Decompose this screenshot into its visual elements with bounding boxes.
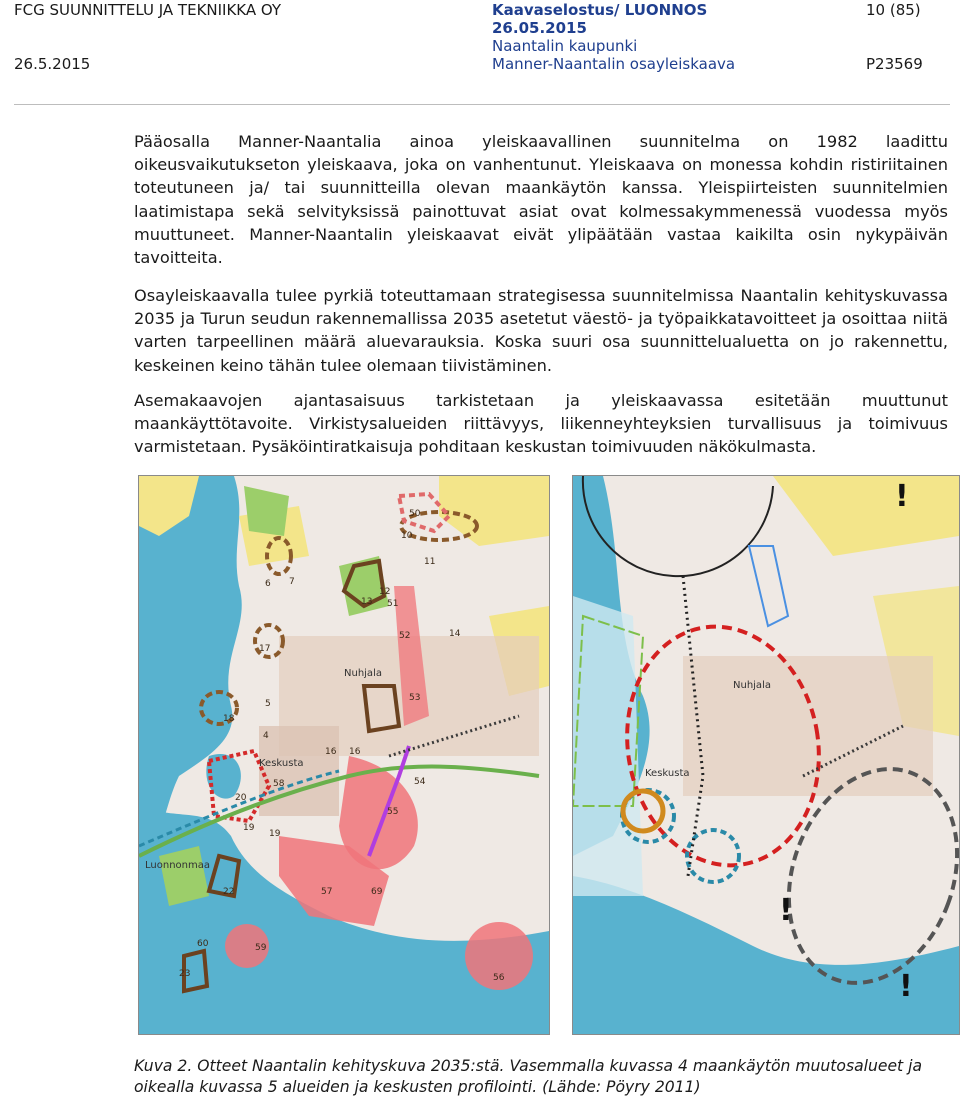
- svg-text:!: !: [779, 893, 793, 928]
- paragraph-1: Pääosalla Manner-Naantalia ainoa yleiskaavallinen suunnitelma on 1982 laadittu oikeusvaikutukseton yleiskaava, joka on vanhentunut. Yleiskaava on monessa kohdin ristiriitainen toteutuneen ja/ tai suunnitteilla olevan maankäytön kanssa. Yleispiirteisten suunnitelmien laatimistapa sekä selvityksissä painottuvat asiat ovat kolmessakymmenessä vuodessa myös muuttuneet. Manner-Naantalin yleiskaavat eivät ylipäätään vastaa kaikilta osin nykypäivän tavoitteita.: [134, 132, 948, 268]
- svg-text:7: 7: [289, 577, 295, 587]
- svg-text:16: 16: [325, 747, 337, 757]
- svg-text:6: 6: [265, 579, 271, 589]
- area-profiling-map-graphic: [573, 476, 959, 1034]
- land-use-change-map-graphic: [139, 476, 549, 1034]
- svg-text:13: 13: [361, 597, 373, 607]
- land-use-change-map: [138, 475, 550, 1035]
- svg-text:59: 59: [255, 943, 267, 953]
- svg-text:55: 55: [387, 807, 399, 817]
- document-title: [492, 1, 707, 19]
- plan-name: Manner-Naantalin osayleiskaava: [492, 55, 736, 73]
- svg-text:52: 52: [399, 631, 411, 641]
- svg-text:53: 53: [409, 693, 421, 703]
- svg-text:20: 20: [235, 793, 247, 803]
- map-left-label-keskusta: Keskusta: [259, 758, 304, 769]
- svg-text:14: 14: [449, 629, 461, 639]
- document-date: [492, 19, 587, 37]
- svg-text:16: 16: [349, 747, 361, 757]
- header-date: 26.5.2015: [14, 55, 91, 73]
- svg-text:17: 17: [259, 644, 271, 654]
- document-title-text: Kaavaselostus/ LUONNOS: [492, 1, 708, 19]
- map-right-label-keskusta: Keskusta: [645, 768, 690, 779]
- svg-text:4: 4: [263, 731, 269, 741]
- area-profiling-map: [572, 475, 960, 1035]
- map-left-label-nuhjala: Nuhjala: [344, 668, 382, 679]
- svg-text:19: 19: [243, 823, 255, 833]
- svg-text:!: !: [899, 969, 913, 1004]
- svg-text:54: 54: [414, 777, 426, 787]
- svg-text:12: 12: [379, 587, 391, 597]
- svg-text:50: 50: [409, 509, 421, 519]
- paragraph-2: Osayleiskaavalla tulee pyrkiä toteuttamaan strategisessa suunnitelmissa Naantalin kehityskuvassa 2035 ja Turun seudun rakennemallissa 2035 asetetut väestö- ja työpaikkatavoitteet ja osoittaa niitä varten tarpeellinen määrä aluevarauksia. Koska suuri osa suunnittelualuetta on jo rakennettu, keskeinen keino tähän tulee olemaan tiivistäminen.: [134, 286, 948, 375]
- page-number: 10 (85): [866, 1, 921, 19]
- svg-text:57: 57: [321, 887, 333, 897]
- svg-text:51: 51: [387, 599, 399, 609]
- svg-text:22: 22: [223, 887, 235, 897]
- map-right-label-nuhjala: Nuhjala: [733, 680, 771, 691]
- map-left-label-luonnonmaa: Luonnonmaa: [145, 860, 210, 871]
- svg-text:!: !: [895, 479, 909, 514]
- svg-text:56: 56: [493, 973, 505, 983]
- svg-text:11: 11: [424, 557, 436, 567]
- svg-text:10: 10: [401, 531, 413, 541]
- company-name: FCG SUUNNITTELU JA TEKNIIKKA OY: [14, 1, 282, 19]
- svg-text:5: 5: [265, 699, 271, 709]
- svg-text:18: 18: [223, 714, 235, 724]
- figure-caption: Kuva 2. Otteet Naantalin kehityskuva 2035:stä. Vasemmalla kuvassa 4 maankäytön muutosalueet ja oikealla kuvassa 5 alueiden ja keskusten profilointi. (Lähde: Pöyry 2011): [134, 1057, 923, 1096]
- svg-text:58: 58: [273, 779, 285, 789]
- svg-text:23: 23: [179, 969, 191, 979]
- paragraph-3: Asemakaavojen ajantasaisuus tarkistetaan ja yleiskaavassa esitetään muuttunut maankäyttötavoite. Virkistysalueiden riittävyys, liikenneyhteyksien turvallisuus ja toimivuus varmistetaan. Pysäköintiratkaisuja pohditaan keskustan toimivuuden näkökulmasta.: [134, 391, 948, 457]
- header-divider: [14, 104, 950, 105]
- client-name: Naantalin kaupunki: [492, 37, 638, 55]
- svg-text:19: 19: [269, 829, 281, 839]
- svg-text:69: 69: [371, 887, 383, 897]
- svg-text:60: 60: [197, 939, 209, 949]
- project-code: P23569: [866, 55, 923, 73]
- document-date-text: 26.05.2015: [492, 19, 587, 37]
